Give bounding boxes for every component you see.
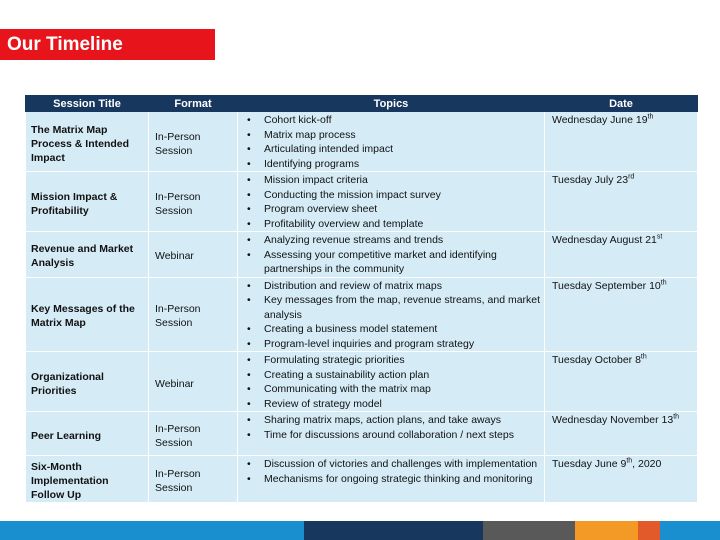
date-ordinal-suffix: rd — [628, 173, 635, 181]
session-format: In-Person Session — [149, 412, 238, 456]
topic-item: • Profitability overview and template — [264, 217, 544, 232]
session-title: Six-Month Implementation Follow Up — [26, 456, 149, 503]
session-topics — [238, 277, 545, 352]
session-topics — [238, 172, 545, 232]
topic-item: • Articulating intended impact — [264, 142, 544, 157]
header-session-title: Session Title — [26, 96, 149, 112]
date-ordinal-suffix: st — [656, 233, 663, 241]
footer-stripe-segment — [660, 521, 720, 540]
session-date — [545, 456, 698, 503]
topic-item: • Review of strategy model — [264, 397, 544, 412]
topic-item: • Identifying programs — [264, 157, 544, 172]
date-ordinal-suffix: th — [660, 279, 667, 286]
table-row — [26, 352, 698, 412]
date-text: Tuesday September 10 — [552, 279, 661, 292]
session-format: Webinar — [149, 232, 238, 278]
table-header-row — [26, 96, 698, 112]
topic-item: • Conducting the mission impact survey — [264, 188, 544, 203]
topic-item: • Sharing matrix maps, action plans, and take aways — [264, 413, 544, 428]
footer-stripe-segment — [638, 521, 660, 540]
footer-stripe-segment — [483, 521, 575, 540]
table-row — [26, 172, 698, 232]
session-date — [545, 352, 698, 412]
topic-item: • Discussion of victories and challenges with implementation — [264, 457, 544, 472]
topic-list — [238, 352, 544, 411]
topic-list — [238, 172, 544, 231]
topic-item: • Cohort kick-off — [264, 113, 544, 128]
date-ordinal-suffix: th — [626, 457, 633, 465]
topic-item: • Time for discussions around collaboration / next steps — [264, 428, 544, 443]
slide-title-bar — [0, 29, 215, 60]
topic-item: • Analyzing revenue streams and trends — [264, 233, 544, 248]
topic-item: • Assessing your competitive market and identifying partnerships in the community — [264, 248, 544, 277]
session-format: In-Person Session — [149, 277, 238, 352]
topic-item: • Creating a sustainability action plan — [264, 368, 544, 383]
session-format: In-Person Session — [149, 456, 238, 503]
date-year: , 2020 — [632, 458, 662, 470]
date-text: Wednesday August 21 — [552, 234, 657, 246]
topic-item: • Matrix map process — [264, 128, 544, 143]
header-date: Date — [545, 96, 698, 112]
session-topics — [238, 112, 545, 172]
header-topics: Topics — [238, 96, 545, 112]
session-format: Webinar — [149, 352, 238, 412]
session-date — [545, 172, 698, 232]
topic-list — [238, 112, 544, 171]
session-date — [545, 112, 698, 172]
topic-item: • Program overview sheet — [264, 202, 544, 217]
session-topics — [238, 412, 545, 456]
table-row — [26, 456, 698, 503]
topic-list — [238, 278, 544, 352]
table-row — [26, 232, 698, 278]
topic-item: • Program-level inquiries and program strategy — [264, 337, 544, 352]
footer-stripe-segment — [575, 521, 638, 540]
topic-item: • Mechanisms for ongoing strategic thinking and monitoring — [264, 472, 544, 487]
footer-stripe — [0, 521, 720, 540]
session-title: Organizational Priorities — [26, 352, 149, 412]
slide-title: Our Timeline — [7, 34, 123, 55]
session-title: Peer Learning — [26, 412, 149, 456]
session-topics — [238, 232, 545, 278]
date-text: Wednesday June 19 — [552, 114, 648, 126]
session-topics — [238, 352, 545, 412]
date-text: Wednesday November 13 — [552, 414, 674, 426]
topic-item: • Formulating strategic priorities — [264, 353, 544, 368]
session-topics — [238, 456, 545, 503]
topic-item: • Communicating with the matrix map — [264, 382, 544, 397]
header-format: Format — [149, 96, 238, 112]
session-format: In-Person Session — [149, 112, 238, 172]
date-ordinal-suffix: th — [647, 113, 654, 121]
topic-item: • Creating a business model statement — [264, 322, 544, 337]
date-text: Tuesday July 23 — [552, 174, 629, 186]
table-row — [26, 112, 698, 172]
date-ordinal-suffix: th — [640, 353, 647, 361]
session-title: Revenue and Market Analysis — [26, 232, 149, 278]
table-row — [26, 412, 698, 456]
session-date — [545, 412, 698, 456]
topic-item: • Key messages from the map, revenue streams, and market analysis — [264, 293, 544, 322]
footer-stripe-segment — [0, 521, 304, 540]
topic-list — [238, 412, 544, 442]
session-title: The Matrix Map Process & Intended Impact — [26, 112, 149, 172]
session-title: Key Messages of the Matrix Map — [26, 277, 149, 352]
topic-item: • Mission impact criteria — [264, 173, 544, 188]
date-text: Tuesday June 9 — [552, 458, 627, 470]
session-format: In-Person Session — [149, 172, 238, 232]
table-row — [26, 277, 698, 352]
topic-list — [238, 232, 544, 277]
date-text: Tuesday October 8 — [552, 354, 641, 366]
topic-list — [238, 456, 544, 486]
footer-stripe-segment — [304, 521, 483, 540]
session-title: Mission Impact & Profitability — [26, 172, 149, 232]
session-date — [545, 232, 698, 278]
topic-item: • Distribution and review of matrix maps — [264, 279, 544, 294]
date-ordinal-suffix: th — [673, 413, 680, 421]
session-date — [545, 277, 698, 352]
timeline-table — [25, 95, 698, 503]
